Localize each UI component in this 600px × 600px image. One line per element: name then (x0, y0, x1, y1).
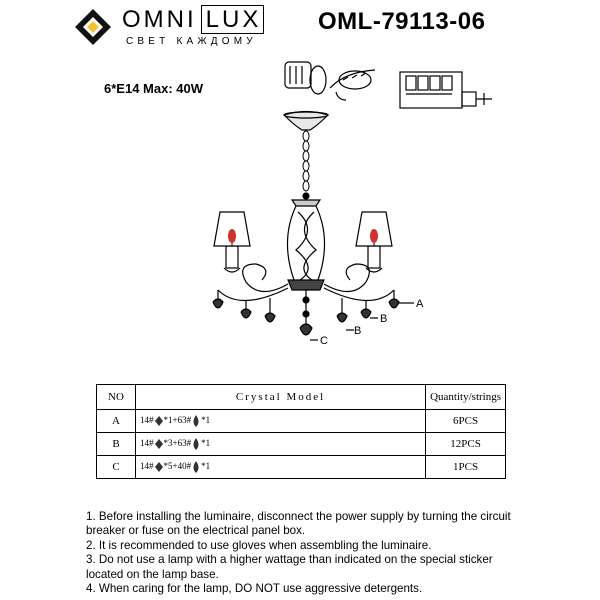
row-no: A (97, 410, 136, 433)
callout-b-center: B (354, 325, 362, 337)
header-crystal-model: Crystal Model (136, 385, 426, 410)
crystal-bead-icon (154, 415, 164, 427)
table-row (97, 410, 506, 433)
callout-c: C (320, 335, 328, 347)
row-quantity: 12PCS (426, 433, 506, 456)
crystal-drop-icon (191, 460, 201, 474)
model-number: OML-79113-06 (318, 8, 486, 35)
crystal-table (96, 384, 506, 479)
brand-name: OMNI LUX (122, 6, 264, 34)
brand-tagline: СВЕТ КАЖДОМУ (126, 36, 257, 47)
crystal-bead-icon (154, 461, 164, 473)
instruction-item: 4. When caring for the lamp, DO NOT use aggressive detergents. (86, 582, 423, 596)
instruction-item: 3. Do not use a lamp with a higher wattage than indicated on the special sticker located on the lamp base. (86, 553, 493, 581)
callout-a: A (416, 298, 424, 310)
crystal-drop-icon (191, 437, 201, 451)
crystal-drop-icon (191, 414, 201, 428)
table-row (97, 433, 506, 456)
row-quantity: 6PCS (426, 410, 506, 433)
instruction-item: 2. It is recommended to use gloves when assembling the luminaire. (86, 538, 432, 552)
row-no: C (97, 456, 136, 479)
terminal-block-icon (400, 72, 492, 108)
table-row (97, 456, 506, 479)
row-quantity: 1PCS (426, 456, 506, 479)
callout-b-right: B (380, 313, 388, 325)
wiring-detail-icon (285, 62, 375, 100)
row-crystal-model: 14# *1+63# *1 (136, 410, 426, 433)
row-crystal-model: 14# *5+40# *1 (136, 456, 426, 479)
table-header-row (97, 385, 506, 410)
crystal-bead-icon (154, 438, 164, 450)
instruction-item: 1. Before installing the luminaire, disconnect the power supply by turning the circuit breaker or fuse on the electrical panel box. (86, 510, 511, 538)
row-crystal-model: 14# *3+63# *1 (136, 433, 426, 456)
row-no: B (97, 433, 136, 456)
header-no: NO (97, 385, 136, 410)
header-quantity: Quantity/strings (426, 385, 506, 410)
safety-instructions (86, 510, 526, 596)
bulb-spec: 6*E14 Max: 40W (104, 81, 203, 96)
